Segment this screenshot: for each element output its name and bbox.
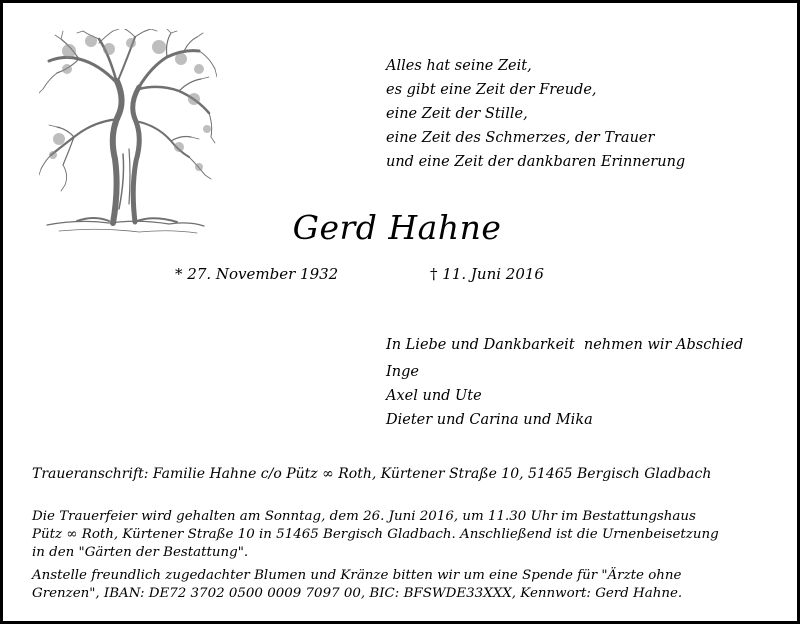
donation-info (32, 567, 774, 603)
funeral-line: Die Trauerfeier wird gehalten am Sonntag, dem 26. Juni 2016, um 11.30 Uhr im Bestattungshaus (32, 509, 696, 524)
poem-line: Alles hat seine Zeit, (386, 58, 532, 74)
poem-line: es gibt eine Zeit der Freude, (386, 82, 597, 98)
farewell-text: In Liebe und Dankbarkeit nehmen wir Abschied (386, 337, 744, 353)
poem-line: eine Zeit der Stille, (386, 106, 528, 122)
poem (386, 54, 685, 174)
poem-line: und eine Zeit der dankbaren Erinnerung (386, 154, 686, 170)
death-date (430, 265, 544, 283)
mourning-address: Traueranschrift: Familie Hahne c/o Pütz ∞ Roth, Kürtener Straße 10, 51465 Bergisch Gladbach (32, 466, 712, 482)
death-symbol: † (430, 265, 438, 283)
birth-symbol: * (175, 265, 183, 283)
donation-line: Grenzen", IBAN: DE72 3702 0500 0009 7097 00, BIC: BFSWDE33XXX, Kennwort: Gerd Hahne. (32, 586, 683, 602)
death-date-text: 11. Juni 2016 (442, 265, 544, 283)
mourners-list (386, 360, 593, 432)
birth-date (175, 265, 338, 283)
mourner: Inge (386, 364, 419, 380)
funeral-line: Pütz ∞ Roth, Kürtener Straße 10 in 51465 Bergisch Gladbach. Anschließend ist die Urnenbeisetzung (32, 527, 719, 543)
poem-line: eine Zeit des Schmerzes, der Trauer (386, 130, 655, 146)
funeral-info (32, 508, 774, 563)
deceased-name: Gerd Hahne (292, 208, 502, 247)
donation-line: Anstelle freundlich zugedachter Blumen und Kränze bitten wir um eine Spende für "Ärzte ohne (32, 568, 682, 583)
birth-date-text: 27. November 1932 (187, 265, 339, 283)
funeral-line: in den "Gärten der Bestattung". (32, 545, 249, 561)
mourner: Dieter und Carina und Mika (386, 412, 593, 428)
mourner: Axel und Ute (386, 388, 482, 404)
